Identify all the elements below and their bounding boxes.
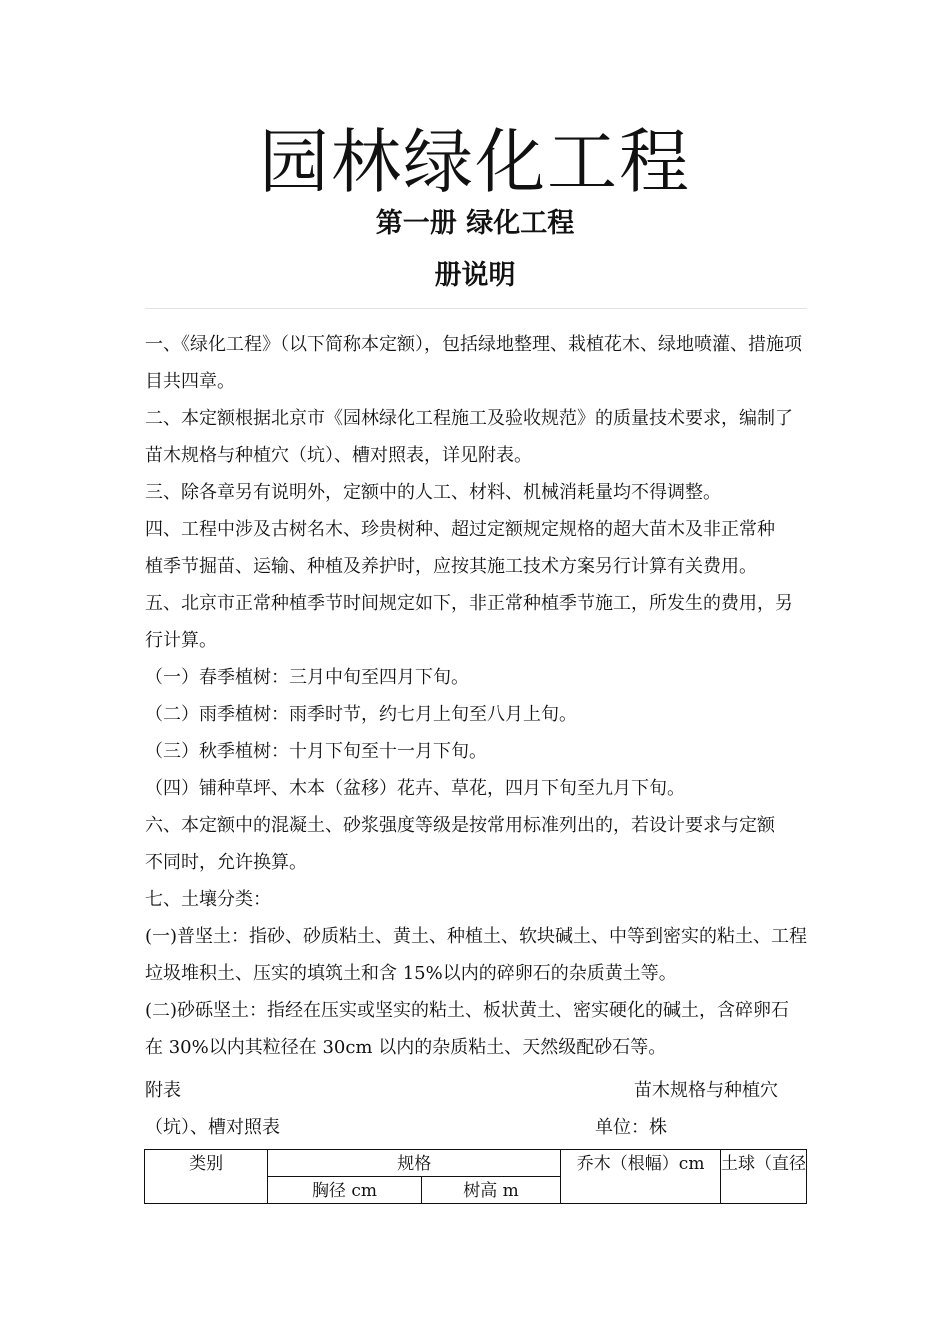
body-line: 七、土壤分类： (145, 889, 271, 910)
body-line: 植季节掘苗、运输、种植及养护时，应按其施工技术方案另行计算有关费用。 (145, 556, 757, 577)
body-line: (二)砂砾坚土：指经在压实或坚实的粘土、板状黄土、密实硬化的碱土，含碎卵石 (145, 1000, 790, 1021)
body-line: 苗木规格与种植穴（坑）、槽对照表，详见附表。 (145, 445, 532, 466)
appendix-unit: 单位：株 (595, 1117, 667, 1138)
section-title: 册说明 (434, 260, 516, 291)
body-line: （三）秋季植树：十月下旬至十一月下旬。 (145, 741, 487, 762)
header-tree: 乔木（根幅）cm (561, 1150, 721, 1204)
document-title: 园林绿化工程 (259, 121, 691, 203)
body-line: （二）雨季植树：雨季时节，约七月上旬至八月上旬。 (145, 704, 577, 725)
body-line: 行计算。 (145, 630, 217, 651)
body-line: 三、除各章另有说明外，定额中的人工、材料、机械消耗量均不得调整。 (145, 482, 721, 503)
header-category: 类别 (145, 1150, 268, 1204)
appendix-label: 附表 (145, 1080, 181, 1101)
body-line: 不同时，允许换算。 (145, 852, 307, 873)
appendix-caption: 苗木规格与种植穴 (634, 1080, 778, 1101)
appendix-header (145, 1072, 807, 1146)
body-line: （一）春季植树：三月中旬至四月下旬。 (145, 667, 469, 688)
body-line: 六、本定额中的混凝土、砂浆强度等级是按常用标准列出的，若设计要求与定额 (145, 815, 775, 836)
body-line: 在 30%以内其粒径在 30cm 以内的杂质粘土、天然级配砂石等。 (145, 1037, 667, 1058)
body-line: 二、本定额根据北京市《园林绿化工程施工及验收规范》的质量技术要求，编制了 (145, 408, 793, 429)
body-line: 四、工程中涉及古树名木、珍贵树种、超过定额规定规格的超大苗木及非正常种 (145, 519, 775, 540)
header-divider (145, 308, 807, 309)
body-line: 一、《绿化工程》（以下简称本定额），包括绿地整理、栽植花木、绿地喷灌、措施项 (145, 334, 802, 355)
spec-table (144, 1149, 807, 1204)
body-line: 目共四章。 (145, 371, 235, 392)
document-body (145, 326, 825, 1066)
table-header-row (145, 1150, 807, 1177)
body-line: 五、北京市正常种植季节时间规定如下，非正常种植季节施工，所发生的费用，另 (145, 593, 793, 614)
body-line: 垃圾堆积土、压实的填筑土和含 15%以内的碎卵石的杂质黄土等。 (145, 963, 677, 984)
header-dbh: 胸径 cm (268, 1177, 421, 1204)
appendix-caption-cont: （坑）、槽对照表 (145, 1117, 280, 1138)
body-line: （四）铺种草坪、木本（盆移）花卉、草花，四月下旬至九月下旬。 (145, 778, 685, 799)
header-ball: 土球（直径 (720, 1150, 806, 1204)
body-line: (一)普坚土：指砂、砂质粘土、黄土、种植土、软块碱土、中等到密实的粘土、工程 (145, 926, 808, 947)
header-height: 树高 m (421, 1177, 561, 1204)
header-spec: 规格 (268, 1150, 561, 1177)
document-subtitle: 第一册 绿化工程 (375, 208, 575, 239)
